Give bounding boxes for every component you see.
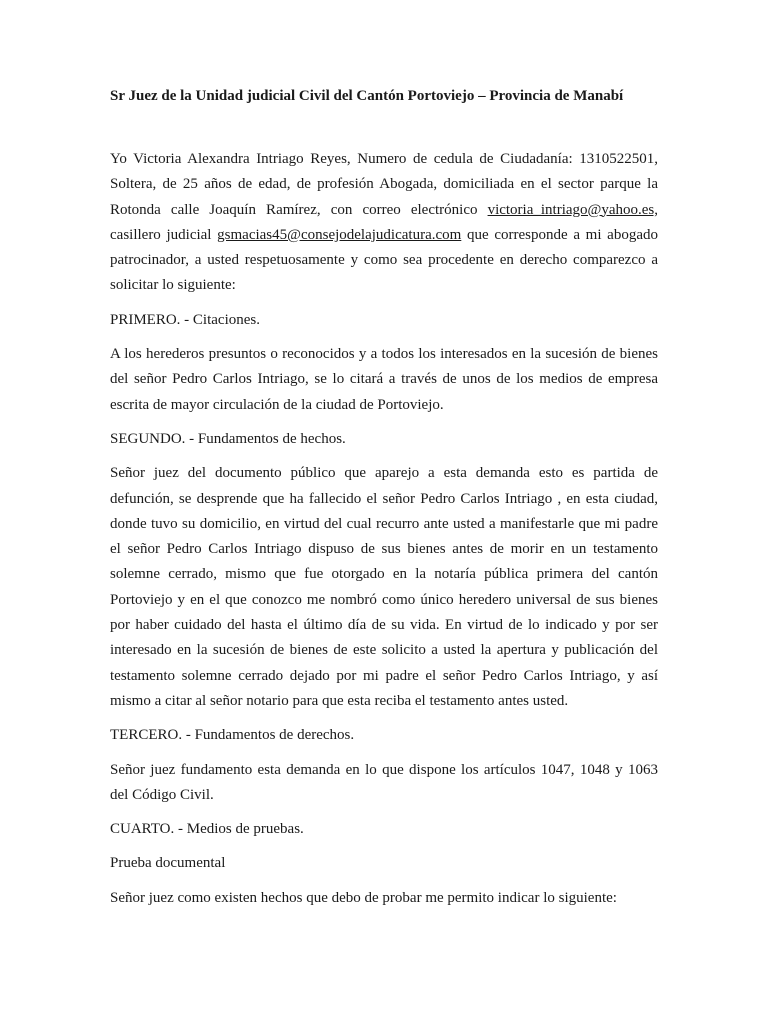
section-text-primero: A los herederos presuntos o reconocidos y a todos los interesados en la sucesión de bienes del señor Pedro Carlos Intriago, se lo citará a través de unos de los medios de empresa escrita de mayor circulación de la ciudad de Portoviejo. [110, 346, 658, 413]
section-text-tercero: Señor juez fundamento esta demanda en lo que dispone los artículos 1047, 1048 y 1063 del Código Civil. [110, 761, 658, 803]
subsection-heading-prueba-documental: Prueba documental [110, 855, 226, 872]
intro-paragraph [110, 147, 658, 299]
section-text-cuarto: Señor juez como existen hechos que debo de probar me permito indicar lo siguiente: [110, 889, 617, 906]
document-title: Sr Juez de la Unidad judicial Civil del Cantón Portoviejo – Provincia de Manabí [110, 88, 624, 104]
section-heading-tercero: TERCERO. - Fundamentos de derechos. [110, 727, 355, 744]
email-link-victoria[interactable]: victoria_intriago@yahoo.es, [487, 201, 658, 218]
document-body [110, 147, 658, 920]
section-heading-cuarto: CUARTO. - Medios de pruebas. [110, 821, 304, 838]
section-heading-segundo: SEGUNDO. - Fundamentos de hechos. [110, 430, 346, 447]
section-text-segundo: Señor juez del documento público que aparejo a esta demanda esto es partida de defunción, se desprende que ha fallecido el señor Pedro Carlos Intriago , en esta ciudad, donde tuvo su domicilio, en virtud del cual recurro ante usted a manifestarle que mi padre el señor Pedro Carlos Intriago dispuso de sus bienes antes de morir en un testamento solemne cerrado, mismo que fue otorgado en la notaría pública primera del cantón Portoviejo y en el que conozco me nombró como único heredero universal de sus bienes por haber cuidado del hasta el último día de su vida. En virtud de lo indicado y por ser interesado en la sucesión de bienes de este solicito a usted la apertura y publicación del testamento solemne cerrado dejado por mi padre el señor Pedro Carlos Intriago, y así mismo a citar al señor notario para que esta reciba el testamento antes usted. [110, 465, 658, 709]
intro-text-3: que corresponde a mi abogado patrocinador, a usted respetuosamente y como sea procedente en derecho comparezco a solicitar lo siguiente: [110, 226, 658, 294]
intro-text-2: casillero judicial [110, 226, 218, 243]
section-heading-primero: PRIMERO. - Citaciones. [110, 311, 260, 328]
intro-text-1: Yo Victoria Alexandra Intriago Reyes, Numero de cedula de Ciudadanía: 1310522501, Soltera, de 25 años de edad, de profesión Abogada, domiciliada en el sector parque la Rotonda calle Joaquín Ramírez, con correo electrónico [110, 151, 658, 218]
email-link-judicial[interactable]: gsmacias45@consejodelajudicatura.com [217, 226, 462, 243]
